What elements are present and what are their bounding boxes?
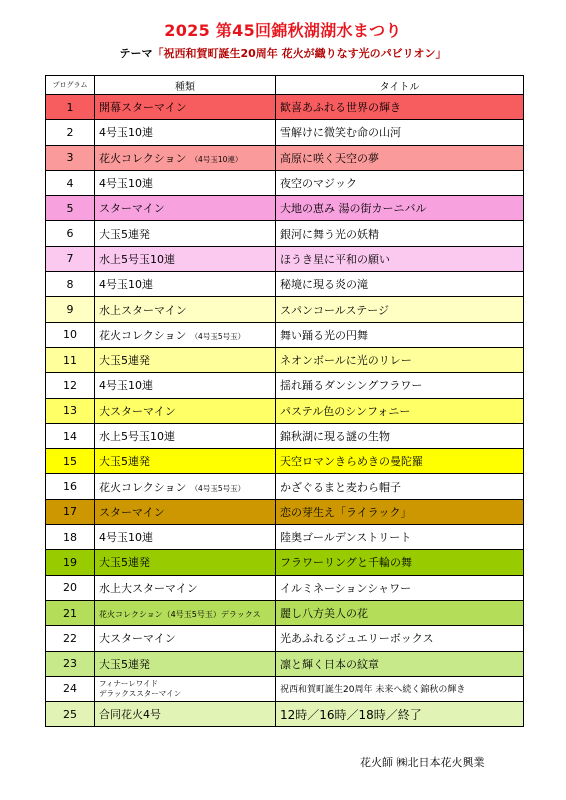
program-number: 6 [46, 221, 95, 246]
program-title: イルミネーションシャワー [276, 575, 524, 600]
table-row [46, 550, 524, 575]
program-title: ほうき星に平和の願い [276, 246, 524, 271]
program-number: 11 [46, 347, 95, 372]
program-number: 13 [46, 398, 95, 423]
program-number: 18 [46, 525, 95, 550]
table-row [46, 499, 524, 524]
firework-type [95, 600, 276, 625]
program-number: 15 [46, 449, 95, 474]
program-number: 7 [46, 246, 95, 271]
firework-type [95, 272, 276, 297]
program-title: 凛と輝く日本の紋章 [276, 651, 524, 676]
program-title: 夜空のマジック [276, 170, 524, 195]
firework-type-note: （4号玉5号玉） [190, 331, 246, 341]
program-title: 舞い踊る光の円舞 [276, 322, 524, 347]
page-title: 2025 第45回錦秋湖湖水まつり [164, 21, 402, 40]
table-row [46, 95, 524, 120]
firework-type-label: 花火コレクション [99, 480, 187, 494]
table-row [46, 347, 524, 372]
program-title: 銀河に舞う光の妖精 [276, 221, 524, 246]
program-title: ネオンボールに光のリレー [276, 347, 524, 372]
firework-type [95, 297, 276, 322]
firework-type-label: 花火コレクション（4号玉5号玉）デラックス [99, 609, 261, 619]
firework-type [95, 676, 276, 701]
program-number: 23 [46, 651, 95, 676]
program-title: 天空ロマンきらめきの曼陀羅 [276, 449, 524, 474]
firework-type [95, 398, 276, 423]
table-row [46, 702, 524, 727]
program-title: 歓喜あふれる世界の輝き [276, 95, 524, 120]
program-title: 恋の芽生え「ライラック」 [276, 499, 524, 524]
firework-type [95, 702, 276, 727]
firework-type [95, 373, 276, 398]
table-row [46, 120, 524, 145]
firework-type [95, 449, 276, 474]
firework-type-label: 水上大スターマイン [99, 581, 198, 595]
firework-type-label: 水上スターマイン [99, 303, 187, 317]
program-number: 14 [46, 423, 95, 448]
firework-type [95, 550, 276, 575]
firework-type [95, 196, 276, 221]
table-row [46, 297, 524, 322]
program-title: スパンコールステージ [276, 297, 524, 322]
program-title: 陸奥ゴールデンストリート [276, 525, 524, 550]
program-title: 12時／16時／18時／終了 [276, 702, 524, 727]
firework-type [95, 651, 276, 676]
program-number: 25 [46, 702, 95, 727]
firework-type-note: （4号玉5号玉） [190, 483, 246, 493]
table-row [46, 373, 524, 398]
firework-type [95, 575, 276, 600]
firework-type [95, 120, 276, 145]
table-row [46, 626, 524, 651]
program-number: 24 [46, 676, 95, 701]
pyrotechnician-credit: 花火師 ㈱北日本花火興業 [360, 756, 485, 769]
table-row [46, 600, 524, 625]
program-number: 1 [46, 95, 95, 120]
column-header-type: 種類 [95, 76, 276, 95]
firework-type-label: 大スターマイン [99, 632, 176, 646]
firework-type [95, 145, 276, 170]
program-number: 21 [46, 600, 95, 625]
firework-type-label: 大玉5連発 [99, 657, 150, 671]
firework-type-label: 4号玉10連 [99, 177, 153, 191]
firework-type-label: 水上5号玉10連 [99, 430, 175, 443]
table-row [46, 423, 524, 448]
program-number: 16 [46, 474, 95, 499]
firework-type-label: 開幕スターマイン [99, 101, 187, 115]
program-number: 10 [46, 322, 95, 347]
table-row [46, 221, 524, 246]
program-title: 高原に咲く天空の夢 [276, 145, 524, 170]
table-row [46, 676, 524, 701]
firework-type-label: 4号玉10連 [99, 126, 153, 140]
program-title: 錦秋湖に現る謎の生物 [276, 423, 524, 448]
firework-type-label: 大玉5連発 [99, 227, 150, 241]
firework-type [95, 626, 276, 651]
firework-type-label: 4号玉10連 [99, 379, 153, 393]
table-row [46, 474, 524, 499]
firework-type-label: 花火コレクション [99, 328, 187, 342]
firework-type-label: 4号玉10連 [99, 278, 153, 292]
firework-type-label: 大玉5連発 [99, 354, 150, 368]
column-header-title: タイトル [276, 76, 524, 95]
table-row [46, 246, 524, 271]
table-row [46, 196, 524, 221]
firework-type-label: フィナーレワイド [99, 678, 159, 688]
firework-type [95, 170, 276, 195]
table-row [46, 651, 524, 676]
program-table [45, 75, 524, 727]
theme-line [0, 45, 566, 61]
program-number: 2 [46, 120, 95, 145]
firework-type-label: 大玉5連発 [99, 556, 150, 570]
program-number: 4 [46, 170, 95, 195]
program-number: 17 [46, 499, 95, 524]
program-number: 12 [46, 373, 95, 398]
firework-type [95, 347, 276, 372]
table-row [46, 322, 524, 347]
firework-type-label: 大スターマイン [99, 404, 176, 418]
program-number: 5 [46, 196, 95, 221]
firework-type [95, 322, 276, 347]
firework-type-label: 大玉5連発 [99, 455, 150, 469]
firework-type [95, 246, 276, 271]
firework-type [95, 95, 276, 120]
table-row [46, 145, 524, 170]
program-number: 8 [46, 272, 95, 297]
firework-type [95, 221, 276, 246]
firework-type-label: 水上5号玉10連 [99, 252, 175, 266]
firework-type-label: 合同花火4号 [99, 708, 161, 722]
firework-type-label: 花火コレクション [99, 151, 187, 165]
firework-type [95, 499, 276, 524]
theme-prefix: テーマ [119, 47, 153, 60]
firework-type [95, 423, 276, 448]
theme-body: 「祝西和賀町誕生20周年 花火が織りなす光のパビリオン」 [152, 47, 447, 60]
program-number: 22 [46, 626, 95, 651]
program-title: 大地の恵み 湯の街カーニバル [276, 196, 524, 221]
program-title: 麗し八方美人の花 [276, 600, 524, 625]
program-title: 祝西和賀町誕生20周年 未来へ続く錦秋の輝き [276, 676, 524, 701]
table-row [46, 525, 524, 550]
program-title: 秘境に現る炎の滝 [276, 272, 524, 297]
table-header-row [46, 76, 524, 95]
program-title: 揺れ踊るダンシングフラワー [276, 373, 524, 398]
firework-type-label: スターマイン [99, 505, 165, 519]
firework-type-label: スターマイン [99, 202, 165, 216]
column-header-program: プログラム [46, 76, 95, 95]
table-row [46, 575, 524, 600]
program-title: パステル色のシンフォニー [276, 398, 524, 423]
program-title: 雪解けに微笑む命の山河 [276, 120, 524, 145]
program-title: 光あふれるジュエリーボックス [276, 626, 524, 651]
program-title: フラワーリングと千輪の舞 [276, 550, 524, 575]
table-row [46, 170, 524, 195]
program-number: 19 [46, 550, 95, 575]
table-row [46, 272, 524, 297]
program-number: 20 [46, 575, 95, 600]
firework-type-label: 4号玉10連 [99, 531, 153, 545]
table-row [46, 398, 524, 423]
firework-type [95, 525, 276, 550]
program-title: かざぐるまと麦わら帽子 [276, 474, 524, 499]
firework-type-note: デラックススターマイン [99, 688, 182, 698]
table-row [46, 449, 524, 474]
program-number: 9 [46, 297, 95, 322]
firework-type-note: （4号玉10連） [190, 154, 243, 164]
firework-type [95, 474, 276, 499]
program-number: 3 [46, 145, 95, 170]
